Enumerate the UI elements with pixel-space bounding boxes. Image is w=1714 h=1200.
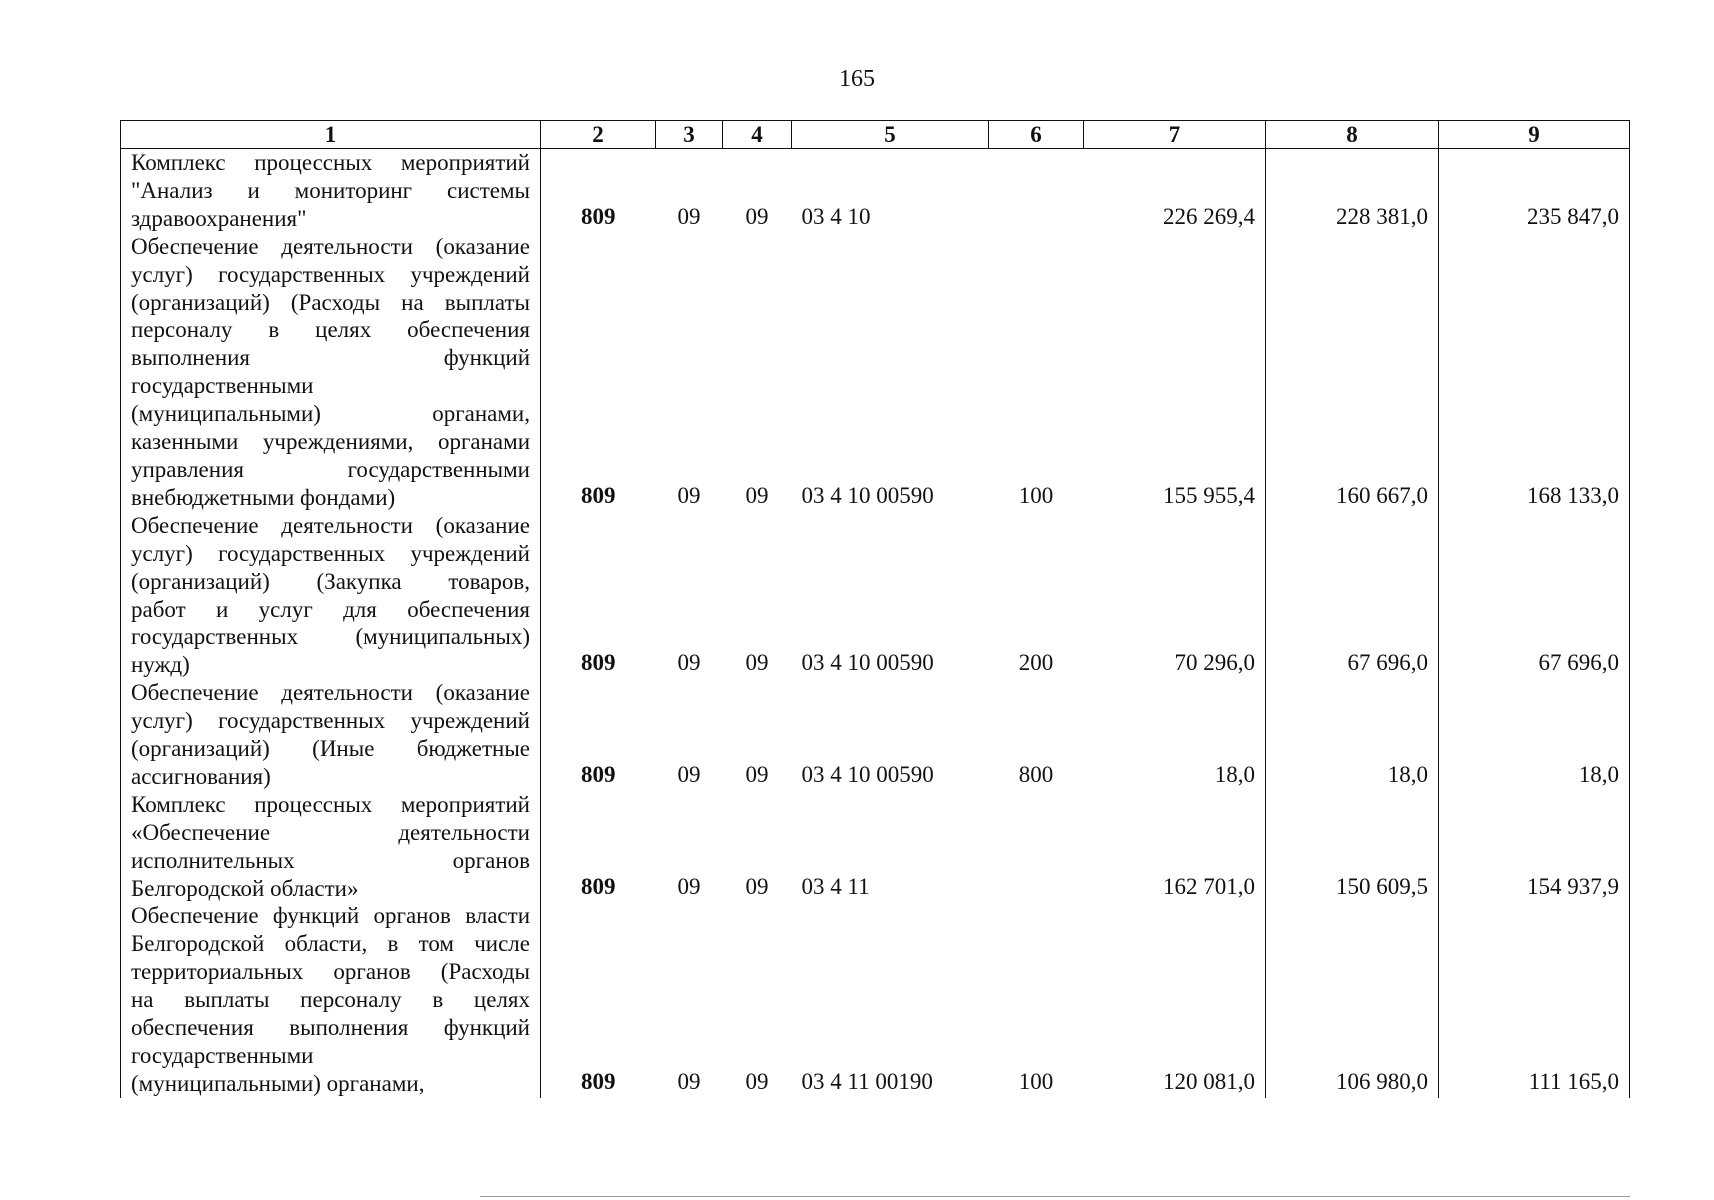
cell-col3: 09 — [677, 650, 701, 676]
column-header-2: 2 — [541, 121, 656, 149]
description-line: (муниципальными) органами, — [131, 401, 530, 427]
description-line: на выплаты персоналу в целях — [131, 987, 530, 1013]
cell-col7: 162 701,0 — [1084, 791, 1266, 903]
description-line: работ и услуг для обеспечения — [131, 596, 530, 622]
cell-col6: 100 — [1018, 1068, 1054, 1094]
cell-col3: 09 — [677, 873, 701, 899]
cell-col2: 809 — [581, 482, 616, 508]
description-line: управления государственными — [131, 456, 530, 482]
cell-col2: 809 — [581, 761, 616, 787]
page-number: 165 — [839, 66, 875, 92]
cell-col2: 809 — [581, 203, 616, 229]
column-header-4: 4 — [723, 121, 792, 149]
table-row — [121, 791, 1630, 903]
cell-col2: 809 — [581, 873, 616, 899]
cell-col7: 120 081,0 — [1084, 902, 1266, 1097]
cell-col6: 800 — [1018, 761, 1054, 787]
cell-col2: 809 — [581, 650, 616, 676]
table-row — [121, 679, 1630, 791]
cell-col8: 160 667,0 — [1266, 233, 1439, 512]
cell-col7: 226 269,4 — [1084, 149, 1266, 233]
cell-col6: 100 — [1018, 482, 1054, 508]
description-line: (организаций) (Иные бюджетные — [131, 736, 530, 762]
cell-col7: 70 296,0 — [1084, 512, 1266, 679]
description-line: "Анализ и мониторинг системы — [131, 177, 530, 203]
description-line: выполнения функций — [131, 345, 530, 371]
description-line: нужд) — [131, 652, 190, 678]
cell-col6 — [989, 791, 1084, 903]
row-description — [121, 902, 541, 1097]
cell-col5: 03 4 11 — [801, 873, 870, 899]
cell-col4: 09 — [745, 203, 769, 229]
row-description — [121, 512, 541, 679]
cell-col9: 18,0 — [1439, 679, 1630, 791]
column-header-1: 1 — [121, 121, 541, 149]
cell-col4: 09 — [745, 650, 769, 676]
bottom-rule — [480, 1196, 1630, 1197]
column-header-9: 9 — [1439, 121, 1630, 149]
table-row — [121, 149, 1630, 233]
table-body — [121, 149, 1630, 1098]
table-row — [121, 902, 1630, 1097]
description-line: Белгородской области» — [131, 875, 359, 901]
table-row — [121, 512, 1630, 679]
cell-col7: 155 955,4 — [1084, 233, 1266, 512]
row-description — [121, 149, 541, 233]
cell-col4: 09 — [745, 873, 769, 899]
cell-col9: 111 165,0 — [1439, 902, 1630, 1097]
cell-col9: 235 847,0 — [1439, 149, 1630, 233]
column-header-3: 3 — [656, 121, 723, 149]
description-line: Обеспечение функций органов власти — [131, 903, 530, 929]
description-line: государственными — [131, 1043, 314, 1068]
cell-col4: 09 — [745, 1068, 769, 1094]
cell-col3: 09 — [677, 761, 701, 787]
description-line: казенными учреждениями, органами — [131, 429, 530, 455]
description-line: здравоохранения" — [131, 205, 307, 231]
cell-col8: 150 609,5 — [1266, 791, 1439, 903]
column-header-6: 6 — [989, 121, 1084, 149]
cell-col9: 168 133,0 — [1439, 233, 1630, 512]
description-line: услуг) государственных учреждений — [131, 708, 530, 734]
cell-col8: 18,0 — [1266, 679, 1439, 791]
description-line: государственными — [131, 373, 314, 399]
description-line: государственных (муниципальных) — [131, 624, 530, 650]
header-row — [121, 121, 1630, 149]
description-line: внебюджетными фондами) — [131, 484, 396, 510]
description-line: услуг) государственных учреждений — [131, 261, 530, 287]
row-description — [121, 791, 541, 903]
cell-col8: 106 980,0 — [1266, 902, 1439, 1097]
cell-col3: 09 — [677, 203, 701, 229]
description-line: услуг) государственных учреждений — [131, 540, 530, 566]
description-line: обеспечения выполнения функций — [131, 1015, 530, 1041]
description-line: Комплекс процессных мероприятий — [131, 150, 530, 175]
cell-col3: 09 — [677, 1068, 701, 1094]
description-line: Обеспечение деятельности (оказание — [131, 512, 530, 538]
column-header-8: 8 — [1266, 121, 1439, 149]
description-line: персоналу в целях обеспечения — [131, 317, 530, 343]
cell-col2: 809 — [581, 1068, 616, 1094]
description-line: (организаций) (Закупка товаров, — [131, 568, 530, 594]
cell-col3: 09 — [677, 482, 701, 508]
description-line: (организаций) (Расходы на выплаты — [131, 289, 530, 315]
description-line: Белгородской области, в том числе — [131, 931, 530, 957]
cell-col4: 09 — [745, 761, 769, 787]
cell-col5: 03 4 10 — [801, 203, 871, 229]
cell-col6 — [989, 149, 1084, 233]
description-line: территориальных органов (Расходы — [131, 959, 530, 985]
column-header-5: 5 — [792, 121, 989, 149]
cell-col5: 03 4 11 00190 — [801, 1068, 933, 1094]
description-line: ассигнования) — [131, 763, 271, 789]
budget-table — [120, 120, 1630, 1098]
table-row — [121, 233, 1630, 512]
description-line: исполнительных органов — [131, 847, 530, 873]
column-header-7: 7 — [1084, 121, 1266, 149]
cell-col5: 03 4 10 00590 — [801, 650, 934, 676]
cell-col7: 18,0 — [1084, 679, 1266, 791]
cell-col8: 67 696,0 — [1266, 512, 1439, 679]
cell-col9: 67 696,0 — [1439, 512, 1630, 679]
description-line: (муниципальными) органами, — [131, 1070, 425, 1096]
cell-col8: 228 381,0 — [1266, 149, 1439, 233]
row-description — [121, 233, 541, 512]
description-line: Обеспечение деятельности (оказание — [131, 680, 530, 706]
cell-col9: 154 937,9 — [1439, 791, 1630, 903]
cell-col6: 200 — [1018, 650, 1054, 676]
cell-col5: 03 4 10 00590 — [801, 761, 934, 787]
description-line: Комплекс процессных мероприятий — [131, 791, 530, 817]
description-line: «Обеспечение деятельности — [131, 819, 530, 845]
cell-col4: 09 — [745, 482, 769, 508]
cell-col5: 03 4 10 00590 — [801, 482, 934, 508]
row-description — [121, 679, 541, 791]
description-line: Обеспечение деятельности (оказание — [131, 233, 530, 259]
